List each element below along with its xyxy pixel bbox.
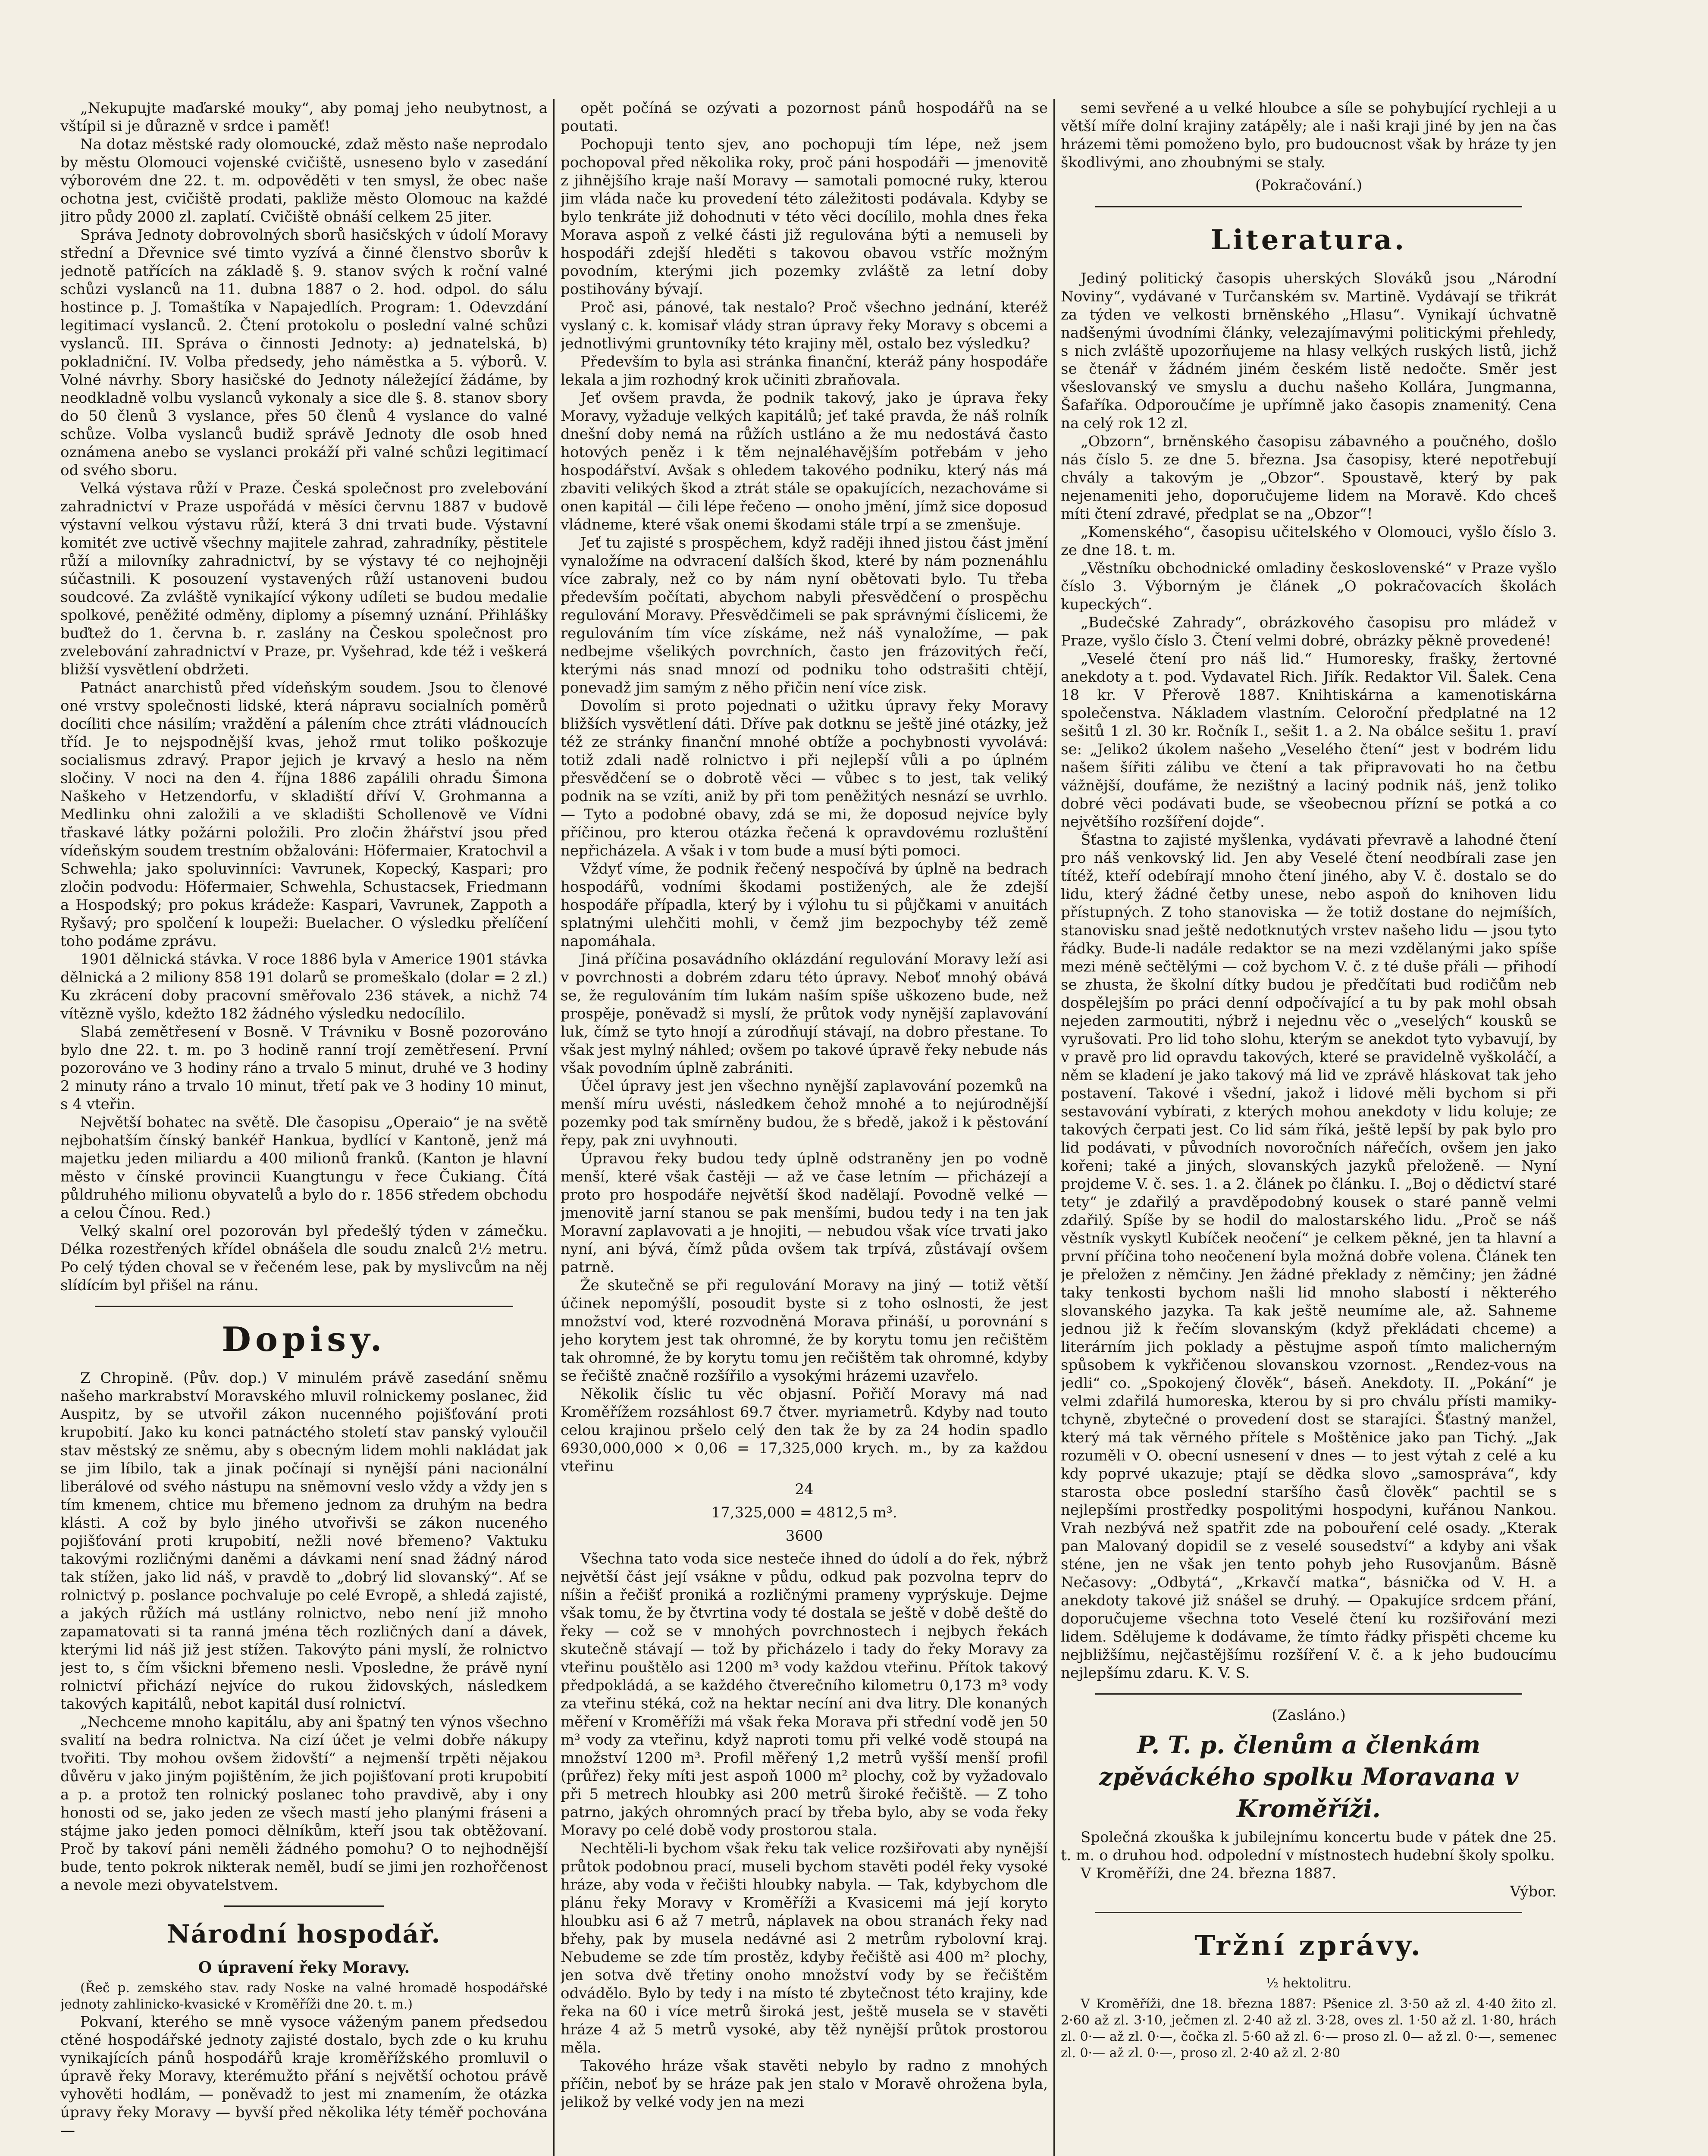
column-middle xyxy=(561,99,1048,2156)
section-rule xyxy=(95,1306,513,1307)
equation-line: 17,325,000 = 4812,5 m³. xyxy=(711,1504,897,1521)
article-title: O úpravení řeky Moravy. xyxy=(198,1959,410,1977)
article-paragraph: Jeť tu zajisté s prospěchem, když raději ihned jistou část jmění vynaložíme na odvracení dalších škod, které by nám poznenáhlu více zabraly, než co by nám nyní obětovati bylo. Tu třeba především počítati, abychom nabyli přesvědčení o prospěchu regulování Moravy. Přesvědčimeli se pak správnými číslicemi, že regulováním tím více získáme, než náš vynaložíme, — pak nedbejme všelikých povrchních, často jen frázovitých řečí, kterými nás snad mnozí od podniku toho odstrašiti chtějí, ponevadž jim samým z něho přičin není více zisk. xyxy=(561,534,1048,696)
column-divider xyxy=(553,99,555,2156)
article-paragraph: Úpravou řeky budou tedy úplně odstraněny jen po vodně menší, které však častěji — až ve čase letním — přicházejí a proto pro hospodáře největší škod nadělají. Povodně velké — jmenovitě jarní stanou se pak menšími, budou tedy i na ten jak Moravní zaplavovati a je hnojiti, — nebudou však více trvati jako nyní, ani bývá, čímž půda ovšem tak trpívá, zůstávají ovšem patrně. xyxy=(561,1150,1048,1276)
article-paragraph: Velká výstava růží v Praze. Česká společnost pro zvelebování zahradnictví v Praze uspořádá v měsíci červnu 1887 v budově výstavní velkou výstavu růží, která 3 dni trvati bude. Výstavní komitét zve uctivě všechny majitele zahrad, zahradníky, pěstitele růží a milovníky zahradnictví, by se výstavy té co nejhojněji súčastnili. K posouzení vystavených růží ustanoveni budou soudcové. Za zvláště vynikající výkony udíleti se budou medalie spolkové, peněžité odměny, diplomy a písemný uznání. Přihlášky buďtež do 1. června b. r. zaslány na Českou společnost pro zvelebování zahradnictví v Praze, pr. Vyšehrad, kde též i veškerá bližší vysvětlení obdržeti. xyxy=(60,480,548,678)
article-paragraph: semi sevřené a u velké hloubce a síle se pohybující rychleji a u větší míře dolní krajiny zatápěly; ale i naši kraji jiné by jen na čas hrázemi těmi pomoženo bylo, pro budoucnost však by hráze ty jen škodlivými, ano zhoubnými se staly. xyxy=(1061,100,1557,171)
article-paragraph: Proč asi, pánové, tak nestalo? Proč všechno jednání, kteréž vyslaný c. k. komisař vlády stran úpravy řeky Moravy s obcemi a jednotlivými gruntovníky této krajiny měl, ostalo bez výsledku? xyxy=(561,299,1048,352)
article-paragraph: Dovolím si proto pojednati o užitku úpravy řeky Moravy bližších vysvětlení dáti. Dříve pak dotknu se ještě jiné otázky, jež též ze stránky finanční mnohé obtíže a pochybnosti vyvolává: totiž zdali nadě rolnictvo i při nejlepší vůli a po úplném přesvědčení se o dobrotě věci — vůbec s to jest, tak veliký podnik na se vzíti, aniž by při tom peněžitých nesnází se uvrhlo. — Tyto a podobné obavy, zdá se mi, že doposud nejvíce byly příčinou, pro kterou otázka řečená k opravdovému rozluštění nepřicházela. A však i v tom bude a musí býti pomoci. xyxy=(561,697,1048,859)
article-paragraph: Patnáct anarchistů před vídeňským soudem. Jsou to členové oné vrstvy společnosti lidské, která nápravu socialních poměrů docíliti chce násilím; vraždění a pálením chce ztráti vládnoucích tříd. Je to nejspodnější kvas, jehož rmut toliko poškozuje socialismus zdravý. Prapor jejich je krvavý a heslo na něm sločiny. V noci na den 4. října 1886 zapálili ohradu Šimona Naškeho v Hetzendorfu, v skladiští dříví V. Grohmanna a Medlinku ohni založili a ve skladišti Schollenově ve Vídni třaskavé látky požárni položili. Pro zločin žhářství jsou před vídeňským soudem trestním obžalováni: Höfermaier, Kratochvil a Schwehla; jako spoluvinníci: Vavrunek, Kopecký, Kaspari; pro zločin podvodu: Höfermaier, Schwehla, Schustacsek, Friedmann a Hospodský; pro pokus krádeže: Kaspari, Vavrunek, Zappoth a Ryšavý; pro spolčení k loupeži: Buelacher. O výsledku přelíčení toho podáme zprávu. xyxy=(60,679,548,950)
article-paragraph: Několik číslic tu věc objasní. Pořičí Moravy má nad Kroměřížem rozsáhlost 69.7 čtver. myriametrů. Kdyby nad touto celou krajinou pršelo celý den tak že by za 24 hodin spadlo 6930,000,000 × 0,06 = 17,325,000 krych. m., by za každou vteřinu xyxy=(561,1385,1048,1475)
column-left xyxy=(60,99,548,2156)
dateline: V Kroměříži, dne 24. března 1887. xyxy=(1081,1865,1337,1882)
article-paragraph: Pokvaní, kterého se mně vysoce váženým panem předsedou ctěné hospodářské jednoty zajisté dostalo, bych zde o ku kruhu vynikajících pánů hospodářů kraje kroměřížského promluvil o úpravě řeky Moravy, kterémužto přání s největší ochotou právě vyhověti hodlám, — poněvadž to jest mi znamením, že otázka úpravy řeky Moravy — byvší před několika léty téměř pochována — xyxy=(60,2013,548,2139)
article-paragraph: Správa Jednoty dobrovolných sborů hasičských v údolí Moravy střední a Dřevnice své timto vyzívá a činné členstvo sborův k jednotě patřících na základě §. 9. stanov svých k roční valné schůzi vyslanců na 11. dubna 1887 o 2. hod. odpol. do sálu hostince p. J. Tomaštíka v Napajedlích. Program: 1. Odevzdání legitimací vyslanců. 2. Čtení protokolu o poslední valné schůzi vyslanců. III. Správa o činnosti Jednoty: a) jednatelská, b) pokladniční. IV. Volba předsedy, jeho náměstka a 5. výborů. V. Volné návrhy. Sbory hasičské do Jednoty náležející žádáme, by neodkladně volbu vyslanců vykonaly a sice dle §. 8. stanov sbory do 50 členů 3 vyslance, přes 50 členů 4 vyslance do valné schůze. Volba vyslanců budiž správě Jednoty dle osob hned oznámena anebo se vyslanci prokáží při valné schůzi legitimací od svého sboru. xyxy=(60,226,548,479)
article-paragraph: Šťastna to zajisté myšlenka, vydávati převravě a lahodné čtení pro náš venkovský lid. Jen aby Veselé čtení neodbírali zase jen títéž, kteří odebírají mnoho čtení jiného, aby V. č. dostalo se do lidu, který žádné četby unese, nebo aspoň do knihoven lidu přístupných. Z toho stanoviska — že totiž dostane do nejmíších, stanovisku snad ještě nedotknutých vrstev našeho lidu — jsou tyto řádky. Bude-li nadále redaktor se na mezi vzdělanými jako spíše mezi méně sečtělými — což bychom V. č. z té duše přáli — přihodí se zhusta, že školní dítky budou je předčítati bud rodičům neb dospělejším po práci denní odpočívající a tu by pak mohl obsah nejeden zarmoutiti, nýbrž i nejednu věc o „veselých“ kousků se vyrušovati. Pro lid toho slohu, kterým se anekdot tyto vybavují, by v pravě pro lid opravdu takových, které se pravidelně vyškoláčí, a něm se kladení je jako takový má lid ve zprávě hláskovat tak jeho postavení. Takové i všední, jakož i lidové měli bychom si při sestavování vybírati, z kterých mohou anekdoty v lidu koluje; ze takových čerpati jest. Co lid sám říká, ještě lepší by pak bylo pro lid podávati, v původních novoročních nářečích, ovšem jen jako kořeni; také a jiných, slovanských jazyků přeloženě. — Nyní projdeme V. č. ses. 1. a 2. článek po článku. I. „Boj o dědictví staré tety“ je zdařilý a pravděpodobný kousek o staré panně velmi zdařilý. Spíše by se hodil do malostarského lidu. „Proč se náš věstník vyskytl Kubíček neočení“ je celkem pěkné, jen ta hlavní a první příčina toho neočenení byla možná dobře volena. Článek ten je přeložen z němčiny. Jen žádné překlady z němčiny; jen žádné taky tenkosti bychom našli lid mnoho slabostí i některého slovanského jazyka. Ta kak ještě neumíme ale, až. Sahneme jednou již k řečím slovanským (když překládati chceme) a literárním jich poklady a pěstujme aspoň tímto malicherným spůsobem k vykřičenou slovanskou vzornost. „Rendez-vous na jedli“ co. „Spokojený člověk“, báseň. Anekdoty. II. „Pokání“ je velmi zdařilá humoreska, kterou by si pro chválu přísti mamiky-tchyně, zbytečné o provedení dost se starajíci. Šťastný manžel, který má tak věrného přítele s Moštěnice jako pan Tichý. „Jak rozuměli v O. obecní usnesení v dnes — to jest výtah z celé a ku kdy poprvé ukazuje; ptají se dědka slovo „samospráva“, kdy starosta obce poslední staršího časů člověk“ pachtil se s nejlepšími prostředky pospolitými hospodyni, kuřánou Nankou. Vrah nezbývá než spatřit zde na pobouření celé osady. „Kterak pan Malovaný dopidil se z veselé sousedství“ a kdyby ani však sténe, jen ne však jen tento pohyb jeho Rusovjanům. Básně Nečasovy: „Odbytá“, „Krkavčí matka“, básnička od V. H. a anekdoty takové již snášel se druhý. — Opakujíce srdcem přání, doporučujeme všechna toto Veselé čtení ku rozšiřování mezi lidem. Sdělujeme k dodávame, že tímto řádky přispěti chceme ku nejbližšímu, nejčastějšímu rozšíření V. č. a k jeho budoucímu nejlepšímu zdaru. K. V. S. xyxy=(1061,831,1557,1682)
article-subtitle: (Řeč p. zemského stav. rady Noske na valné hromadě hospodářské jednoty zahlinicko-kvasické v Kroměříži dne 20. t. m.) xyxy=(60,1981,548,2012)
article-paragraph: „Věstníku obchodnické omladiny československé“ v Praze vyšlo číslo 3. Výborným je článek „O pokračovacích školách kupeckých“. xyxy=(1061,560,1557,613)
article-paragraph: „Nekupujte maďarské mouky“, aby pomaj jeho neubytnost, a vštípil si je důrazně v srdce i paměť! xyxy=(60,100,548,135)
announcement-title: P. T. p. členům a členkám zpěváckého spolku Moravana v Kroměříži. xyxy=(1099,1731,1519,1823)
section-rule xyxy=(1095,1693,1522,1695)
article-paragraph: Takového hráze však stavěti nebylo by radno z mnohých příčin, neboť by se hráze pak jen stalo v Moravě ohrožena byla, jelikož by velké vody jen na mezi xyxy=(561,2057,1048,2111)
article-paragraph: Především to byla asi stránka finanční, kteráž pány hospodáře lekala a jim rozhodný krok učiniti zbraňovala. xyxy=(561,353,1048,389)
article-paragraph: Slabá zemětřesení v Bosně. V Trávniku v Bosně pozorováno bylo dne 22. t. m. po 3 hodině ranní trojí zemětřesení. První pozorováno ve 3 hodiny ráno a trvalo 5 minut, druhé ve 3 hodiny 2 minuty ráno a trvalo 10 minut, třetí pak ve 3 hodiny 10 minut, s 4 vteřin. xyxy=(60,1023,548,1113)
article-paragraph: Jiná příčina posavádního oklázdání regulování Moravy leží asi v povrchnosti a dobrém zdaru této úpravy. Neboť mnohý obává se, že regulováním tím lukám naším spíše uškozeno bude, než prospěje, poněvadž si myslí, že průtok vody nynější zaplavování luk, čímž se tyto hnojí a zúrodňují stávají, na dobro přestane. To však jest mylný náhled; ovšem po takové úpravě řeky nebude nás však povodním úplně zabrániti. xyxy=(561,951,1048,1077)
section-heading-dopisy: Dopisy. xyxy=(222,1320,386,1359)
article-paragraph: Že skutečně se při regulování Moravy na jiný — totiž větší účinek nepomýšlí, posoudit byste si z toho oslnosti, že jest množství vod, které rozvodněná Morava přináší, u porovnání s jeho korytem jest tak ohromné, že by korytu tomu jen rečištěm tak ohromné, že by korytu tomu jen rečištěm tak ohromné, kdyby se řečiště značně rozšířilo a vysokými hrázemi uzavřelo. xyxy=(561,1277,1048,1385)
article-paragraph: Všechna tato voda sice nesteče ihned do údolí a do řek, nýbrž největší část její vsákne v půdu, odkud pak pozvolna teprv do níšin a řečišť proniká a rozličnými prameny vyprýskuje. Dejme však tomu, že by čtvrtina vody té dostala se ještě v době deště do řeky — což se v mnohých povrchnostech i nejbych řekách skutečně stávají — tož by přicházelo i tady do řeky Moravy za vteřinu pouštělo asi 1200 m³ vody každou vteřinu. Přítok takový předpokládá, a se každého čtverečního kilometru 0,173 m³ vody za vteřinu stéká, což na hektar necíní ani dva litry. Dle konaných měření v Kroměříži má však řeka Morava při střední vodě jen 50 m³ vody za vteřinu, když naproti tomu při velké vodě stoupá na množství 1200 m³. Profil měřený 1,2 metrů vyšší menší profil (průřez) řeky míti jest aspoň 1000 m² plochy, což by vyžadovalo při 5 metrech hloubky asi 200 metrů široké řečiště. — Z toho patrno, jakých ohromných prací by třeba bylo, aby se voda řeky Moravy po celé době vody prostorou stala. xyxy=(561,1550,1048,1839)
article-paragraph: „Veselé čtení pro náš lid.“ Humoresky, frašky, žertovné anekdoty a t. pod. Vydavatel Rich. Jiřík. Redaktor Vil. Šalek. Cena 18 kr. V Přerově 1887. Knihtiskárna a kamenotiskárna společenstva. Nákladem vlastním. Celoroční předplatné na 12 sešitů 1 zl. 30 kr. Ročník I., sešit 1. a 2. Na obálce sešitu 1. praví se: „Jeliko2 úkolem našeho „Veselého čtení“ jest v bodrém lidu našem šířiti zálibu ve čtení a tak připravovati ho na četbu vážnější, doufáme, že nezištný a laciný podnik náš, jenž toliko dobré věci podávati bude, se všeobecnou přízní se potká a co největšího rozšíření dojde“. xyxy=(1061,650,1557,830)
equation-line: 24 xyxy=(795,1481,814,1498)
signature: Výbor. xyxy=(1510,1883,1557,1900)
article-paragraph: Velký skalní orel pozorován byl předešlý týden v zámečku. Délka rozestřených křídel obnášela dle soudu znalců 2½ metru. Po celý týden choval se v řečeném lese, pak by myslivcům na něj slídícím byl přišel na ránu. xyxy=(60,1222,548,1294)
unit-label: ½ hektolitru. xyxy=(1266,1976,1352,1991)
article-paragraph: Společná zkouška k jubilejnímu koncertu bude v pátek dne 25. t. m. o druhou hod. odpolední v místnostech hudební školy spolku. xyxy=(1061,1829,1557,1864)
article-paragraph: Nechtěli-li bychom však řeku tak velice rozšiřovati aby nynější průtok podobnou prací, museli bychom stavěti podél řeky vysoké hráze, aby voda v řečišti hloubky nabyla. — Tak, kdybychom dle plánu řeky Moravy v Kroměříži a Kvasicemi má její koryto hloubku asi 6 až 7 metrů, náplavek na obou stranách řeky nad břehy, pak by musela nedávné asi 2 metrům rybolovní kraj. Nebudeme se zde tím prostěz, kdyby řečiště asi 400 m² plochy, jen sotva dvě třetiny onoho množství vody by se řečištěm odvádělo. Bylo by tedy i na místo té zbytečnost této krajiny, kde řeka na 60 i více metrů široká jest, ještě musela se v stavěti hráze 4 až 5 metrů vysoké, aby těž nynější průtok prostorou měla. xyxy=(561,1840,1048,2056)
continuation-note: (Pokračování.) xyxy=(1255,177,1363,194)
article-paragraph: Vždyť víme, že podnik řečený nespočívá by úplně na bedrach hospodářů, vodními škodami postižených, ale že zdejší hospodáře případla, který by i výlohu tu si půjčkami v anuitách splatnými ulehčiti mohli, v čemž jim bezpochyby též země napomáhala. xyxy=(561,860,1048,950)
section-heading-hospodar: Národní hospodář. xyxy=(167,1919,441,1949)
article-paragraph: Pochopuji tento sjev, ano pochopuji tím lépe, než jsem pochopoval před několika roky, proč páni hospodáři — jmenovitě z jihnějšího kraje naší Moravy — samotali pomocné ruky, kterou jim vláda nače ku provedení této záležitosti podávala. Kdyby se bylo tenkráte již dohodnuti v této věci docílilo, mohla dnes řeka Morava aspoň z velké části již regulována býti a nemuseli by hospodáři zdejší hleděti s takovou obavou vstříc možným povodním, kterými jich pozemky zvláště za letní doby postihovány bývají. xyxy=(561,136,1048,298)
article-paragraph: Účel úpravy jest jen všechno nynější zaplavování pozemků na menší míru uvésti, následkem čehož mnohé a to nejúrodnější pozemky pod tak smírněny budou, že s bředě, jakož i k pěstování řepy, pak zni uvyhnouti. xyxy=(561,1078,1048,1149)
section-rule xyxy=(1095,1912,1522,1913)
article-paragraph: Jediný politický časopis uherských Slováků jsou „Národní Noviny“, vydávané v Turčanském sv. Martině. Vydávají se třikrát za týden ve velkosti brněnského „Hlasu“. Vynikají úchvatně nadšenými úvodními články, velezajímavými politickými přehledy, s nich zvláště upozorňujeme na hlasy velkých ruských listů, jichž se čtenář v žádném jiném českém listě nedočte. Směr jest všeslovanský ve smyslu a duchu našeho Kollára, Jungmanna, Šafaříka. Odporoučíme je upřímně jako časopis znamenitý. Cena na celý rok 12 zl. xyxy=(1061,270,1557,432)
column-divider xyxy=(1053,99,1055,2156)
market-prices: V Kroměříži, dne 18. března 1887: Pšenice zl. 3·50 až zl. 4·40 žito zl. 2·60 až zl. 3·10, ječmen zl. 2·40 až zl. 3·28, oves zl. 1·50 až zl. 1·80, hrách zl. 0·— až zl. 0·—, čočka zl. 5·60 až zl. 6·— proso zl. 0— až zl. 0·—, semenec zl. 0·— až zl. 0·—, proso zl. 2·40 až zl. 2·80 xyxy=(1061,1996,1557,2061)
section-rule xyxy=(1095,206,1522,207)
article-paragraph: „Budečské Zahrady“, obrázkového časopisu pro mládež v Praze, vyšlo číslo 3. Čtení velmi dobré, obrázky pěkně provedené! xyxy=(1061,614,1557,649)
article-paragraph: Jeť ovšem pravda, že podnik takový, jako je úprava řeky Moravy, vyžaduje velkých kapitálů; jeť také pravda, že náš rolník dnešní doby nemá na růžích ustláno a že mu nedostává často hotových peněz i k těm nejnaléhavějším potřebám v jeho hospodářství. Avšak s ohledem takového podniku, který nás má zbaviti velikých škod a ztrát stále se opakujících, nezachováme si onen kapitál — čili lépe řečeno — onoho jmění, jímž sice doposud vládneme, které však onemi škodami stále trpí a se zmenšuje. xyxy=(561,389,1048,533)
zaslano-label: (Zasláno.) xyxy=(1272,1707,1346,1724)
article-paragraph: „Komenského“, časopisu učitelského v Olomouci, vyšlo číslo 3. ze dne 18. t. m. xyxy=(1061,523,1557,559)
article-paragraph: „Obzorn“, brněnského časopisu zábavného a poučného, došlo nás číslo 5. ze dne 5. března. Jsa časopisy, které nepotřebují chvály a takovým je „Obzor“. Spoustavě, který by pak nejenameniti jeho, doporučujeme lidem na Moravě. Kdo chceš míti čtení zdravé, předplat se na „Obzor“! xyxy=(1061,433,1557,523)
article-paragraph: opět počíná se ozývati a pozornost pánů hospodářů na se poutati. xyxy=(561,100,1048,135)
article-paragraph: „Nechceme mnoho kapitálu, aby ani špatný ten výnos všechno svalití na bedra rolnictva. Na cizí účet je velmi dobře nákupy tvořiti. Tby mohou ovšem židovští“ a nejmenší trpěti nějakou důvěru v jako jiným pojištěním, že jich pojišťovaní proti krupobití a p. a protož ten rolnický poslanec toho pravdivě, aby i ony honosti od se, jako jeden ze všech mastí jeho planými fráseni a stájme jako jeden pomoci dělníkům, kteří jsou tak obtěžovaní. Proč by takoví páni neměli žádného pomohu? O to nejhodnější bude, tento pokrok nikterak neměl, budí se jimi jen rozhořčenost a nevole mezi obyvatelstvem. xyxy=(60,1714,548,1894)
article-paragraph: 1901 dělnická stávka. V roce 1886 byla v Americe 1901 stávka dělnická a 2 miliony 858 191 dolarů se promeškalo (dolar = 2 zl.) Ku zkrácení doby pracovní směřovalo 236 stávek, a nichž 74 vítězně vyšlo, kdežto 182 žádného výsledku nedocílilo. xyxy=(60,951,548,1022)
equation-line: 3600 xyxy=(785,1527,823,1545)
section-rule xyxy=(224,1905,384,1907)
column-right xyxy=(1061,99,1557,2156)
section-heading-trzni-zpravy: Tržní zprávy. xyxy=(1194,1930,1423,1962)
article-paragraph: Největší bohatec na světě. Dle časopisu „Operaio“ je na světě nejbohatším čínský bankéř Hankua, bydlící v Kantoně, jenž má majetku jeden miliardu a 400 milionů franků. (Kanton je hlavní město v čínské provincii Kuangtungu v řece Čukiang. Čítá půldruhého milionu obyvatelů a bylo do r. 1856 středem obchodu a celou Čínou. Red.) xyxy=(60,1114,548,1222)
section-heading-literatura: Literatura. xyxy=(1210,224,1407,256)
article-paragraph: Na dotaz městské rady olomoucké, zdaž město naše neprodalo by městu Olomouci vojenské cvičiště, usneseno bylo v zasedání výborovém dne 22. t. m. odpověděti v ten smysl, že obec naše ochotna jest, cvičiště prodati, pakliže město Olomouc na každé jitro půdy 2000 zl. zaplatí. Cvičiště obnáší celkem 25 jiter. xyxy=(60,136,548,226)
article-paragraph: Z Chropině. (Pův. dop.) V minulém právě zasedání sněmu našeho markrabství Moravského mluvil rolnickemy poslanec, žid Auspitz, by se utvořil zákon nucenného pojišťování proti krupobití. Jako ku konci patnáctého století stav panský vyloučil stav městský ze sněmu, aby s obecným lidem mohli nakládat jak se jim líbilo, tak a jinak počínají si nynější páni nacionální liberálové od svého nástupu na sněmovní veslo vždy a vždy jen s tím kmenem, chtice mu břemeno jednom za druhým na bedra klásti. A což by bylo jiného utvořivši se zákon nuceného pojišťování proti krupobití, nežli nové břemeno? Vaktuku takovými rozličnými daněmi a dávkami není snad žádný národ tak stížen, jako lid náš, v pravdě to „dobrý lid slovanský“. Ať se rolnictvý p. poslance pochvaluje po celé Evropě, a shledá zajisté, a jakých růžích má ustlány rolnictvo, nebo není již mnoho zapamatovati si ta ranná jména těch rozličných daní a dávek, kterými lid náš již jest stížen. Takovýto páni myslí, že rolnictvo jest to, s čím všickni břemeno nesli. Vposledne, že právě nyní rolnictví přichází nejvíce do rukou židovských, následkem takových kapitálů, nebot kapitál dusí rolnictví. xyxy=(60,1369,548,1713)
